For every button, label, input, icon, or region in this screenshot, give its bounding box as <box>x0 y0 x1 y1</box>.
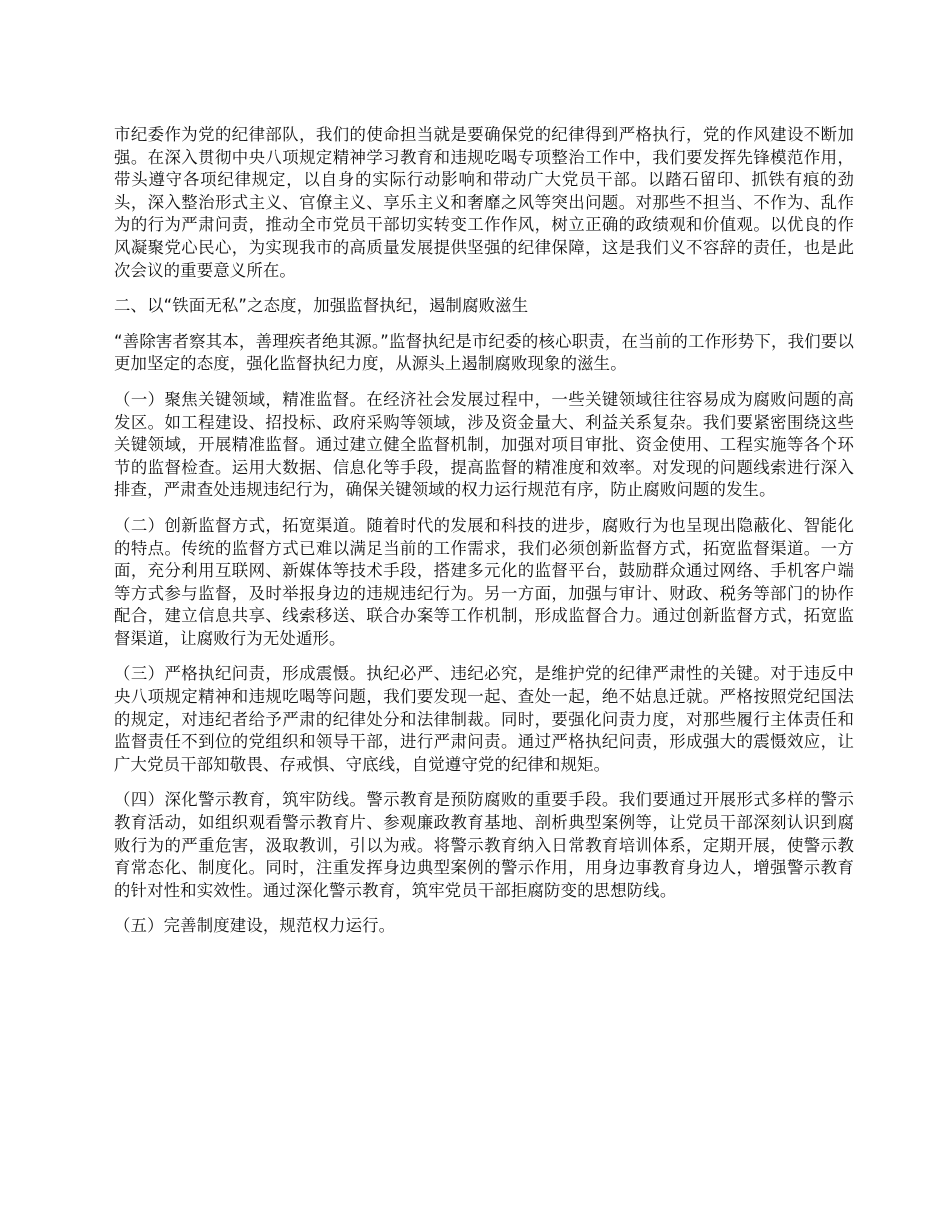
subsection-4-paragraph: （四）深化警示教育，筑牢防线。警示教育是预防腐败的重要手段。我们要通过开展形式多样的警示教育活动，如组织观看警示教育片、参观廉政教育基地、剖析典型案例等，让党员干部深刻认识到腐败行为的严重危害，汲取教训，引以为戒。将警示教育纳入日常教育培训体系，定期开展，使警示教育常态化、制度化。同时，注重发挥身边典型案例的警示作用，用身边事教育身边人，增强警示教育的针对性和实效性。通过深化警示教育，筑牢党员干部拒腐防变的思想防线。 <box>114 790 854 900</box>
subsection-5-heading: （五）完善制度建设，规范权力运行。 <box>114 916 396 936</box>
subsection-1-paragraph: （一）聚焦关键领域，精准监督。在经济社会发展过程中，一些关键领域往往容易成为腐败问题的高发区。如工程建设、招投标、政府采购等领域，涉及资金量大、利益关系复杂。我们要紧密围绕这些关键领域，开展精准监督。通过建立健全监督机制，加强对项目审批、资金使用、工程实施等各个环节的监督检查。运用大数据、信息化等手段，提高监督的精准度和效率。对发现的问题线索进行深入排查，严肃查处违规违纪行为，确保关键领域的权力运行规范有序，防止腐败问题的发生。 <box>114 389 854 500</box>
subsection-2-paragraph: （二）创新监督方式，拓宽渠道。随着时代的发展和科技的进步，腐败行为也呈现出隐蔽化、智能化的特点。传统的监督方式已难以满足当前的工作需求，我们必须创新监督方式，拓宽监督渠道。一方面，充分利用互联网、新媒体等技术手段，搭建多元化的监督平台，鼓励群众通过网络、手机客户端等方式参与监督，及时举报身边的违规违纪行为。另一方面，加强与审计、财政、税务等部门的协作配合，建立信息共享、线索移送、联合办案等工作机制，形成监督合力。通过创新监督方式，拓宽监督渠道，让腐败行为无处遁形。 <box>114 515 854 648</box>
subsection-3-paragraph: （三）严格执纪问责，形成震慑。执纪必严、违纪必究，是维护党的纪律严肃性的关键。对于违反中央八项规定精神和违规吃喝等问题，我们要发现一起、查处一起，绝不姑息迁就。严格按照党纪国法的规定，对违纪者给予严肃的纪律处分和法律制裁。同时，要强化问责力度，对那些履行主体责任和监督责任不到位的党组织和领导干部，进行严肃问责。通过严格执纪问责，形成强大的震慑效应，让广大党员干部知敬畏、存戒惧、守底线，自觉遵守党的纪律和规矩。 <box>114 664 854 774</box>
section-heading: 二、以“铁面无私”之态度，加强监督执纪，遏制腐败滋生 <box>114 296 529 316</box>
document-body <box>114 124 854 951</box>
section-intro-paragraph: “善除害者察其本，善理疾者绝其源。”监督执纪是市纪委的核心职责，在当前的工作形势下，我们要以更加坚定的态度，强化监督执纪力度，从源头上遏制腐败现象的滋生。 <box>114 331 854 374</box>
intro-paragraph: 市纪委作为党的纪律部队，我们的使命担当就是要确保党的纪律得到严格执行，党的作风建设不断加强。在深入贯彻中央八项规定精神学习教育和违规吃喝专项整治工作中，我们要发挥先锋模范作用，带头遵守各项纪律规定，以自身的实际行动影响和带动广大党员干部。以踏石留印、抓铁有痕的劲头，深入整治形式主义、官僚主义、享乐主义和奢靡之风等突出问题。对那些不担当、不作为、乱作为的行为严肃问责，推动全市党员干部切实转变工作作风，树立正确的政绩观和价值观。以优良的作风凝聚党心民心，为实现我市的高质量发展提供坚强的纪律保障，这是我们义不容辞的责任，也是此次会议的重要意义所在。 <box>114 125 854 280</box>
